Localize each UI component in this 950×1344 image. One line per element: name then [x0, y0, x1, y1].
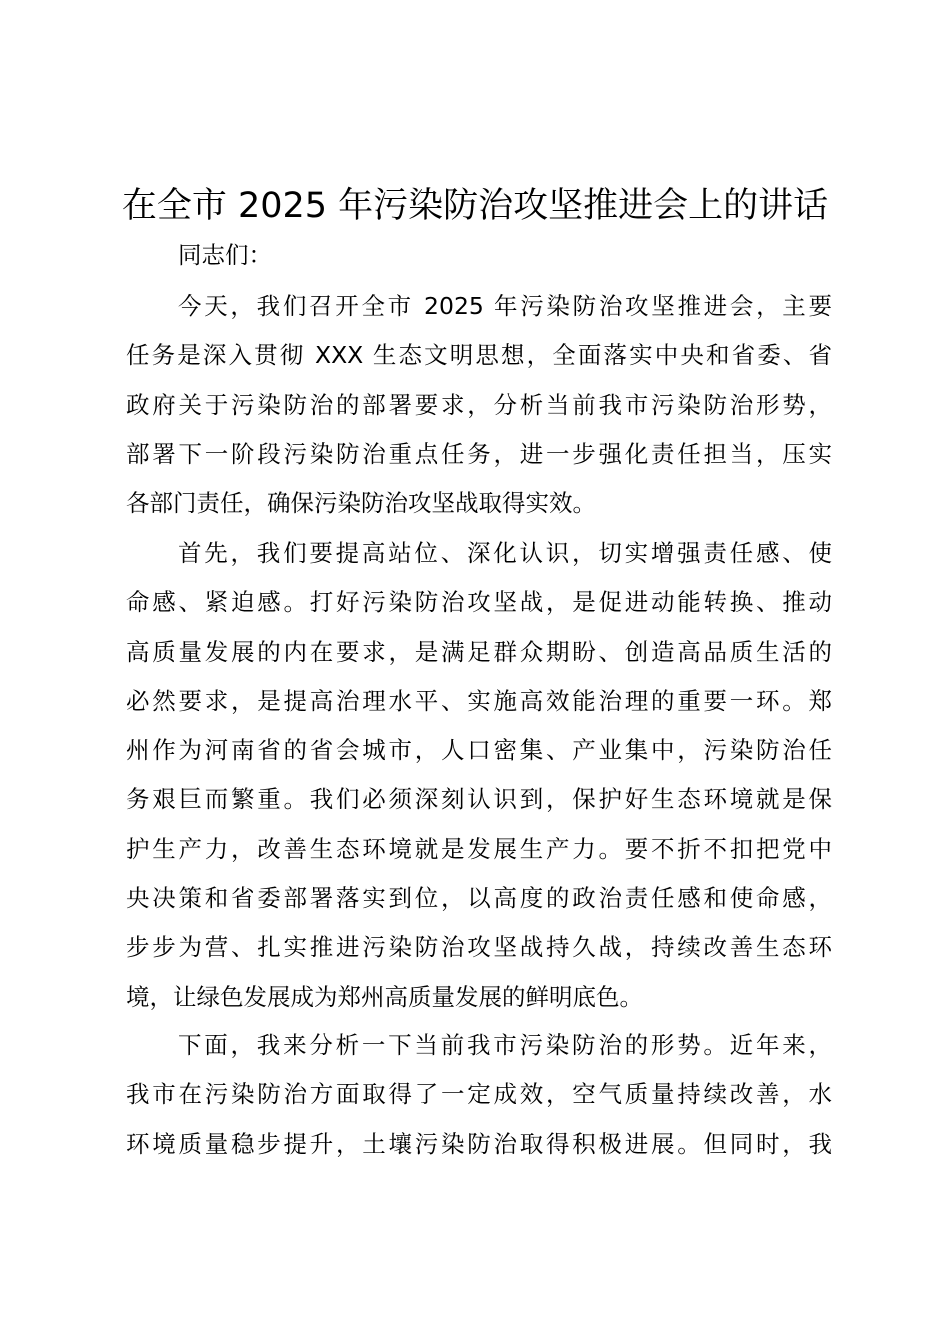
salutation: [178, 231, 884, 280]
paragraph-line: 命感、紧迫感。打好污染防治攻坚战，是促进动能转换、推动: [126, 588, 832, 617]
paragraph-line: 首先，我们要提高站位、深化认识，切实增强责任感、使: [178, 539, 832, 567]
paragraph-line: 任务是深入贯彻 XXX 生态文明思想，全面落实中央和省委、省: [126, 341, 832, 370]
paragraph-line: 各部门责任，确保污染防治攻坚战取得实效。: [126, 489, 596, 518]
paragraph-line: 央决策和省委部署落实到位，以高度的政治责任感和使命感，: [126, 884, 832, 913]
paragraph-line: 护生产力，改善生态环境就是发展生产力。要不折不扣把党中: [126, 834, 832, 863]
paragraph-line: 务艰巨而繁重。我们必须深刻认识到，保护好生态环境就是保: [126, 785, 832, 814]
paragraph-line: 步步为营、扎实推进污染防治攻坚战持久战，持续改善生态环: [126, 933, 832, 962]
paragraph-line: 州作为河南省的省会城市，人口密集、产业集中，污染防治任: [126, 736, 832, 765]
paragraph-line: 环境质量稳步提升，土壤污染防治取得积极进展。但同时，我: [126, 1129, 832, 1158]
paragraph-line: 今天，我们召开全市 2025 年污染防治攻坚推进会，主要: [178, 292, 832, 320]
paragraph-2: [126, 529, 832, 1022]
paragraph-line: 下面，我来分析一下当前我市污染防治的形势。近年来，: [178, 1031, 832, 1059]
document-title: 在全市 2025 年污染防治攻坚推进会上的讲话: [121, 186, 829, 226]
paragraph-line: 我市在污染防治方面取得了一定成效，空气质量持续改善，水: [126, 1080, 832, 1109]
paragraph-line: 高质量发展的内在要求，是满足群众期盼、创造高品质生活的: [126, 637, 832, 666]
paragraph-line: 政府关于污染防治的部署要求，分析当前我市污染防治形势，: [126, 390, 832, 419]
paragraph-1: [126, 282, 832, 528]
paragraph-3: [126, 1021, 832, 1169]
paragraph-line: 境，让绿色发展成为郑州高质量发展的鲜明底色。: [126, 982, 643, 1011]
paragraph-line: 部署下一阶段污染防治重点任务，进一步强化责任担当，压实: [126, 439, 832, 468]
paragraph-line: 必然要求，是提高治理水平、实施高效能治理的重要一环。郑: [126, 686, 832, 715]
salutation-line: 同志们：: [178, 241, 272, 269]
